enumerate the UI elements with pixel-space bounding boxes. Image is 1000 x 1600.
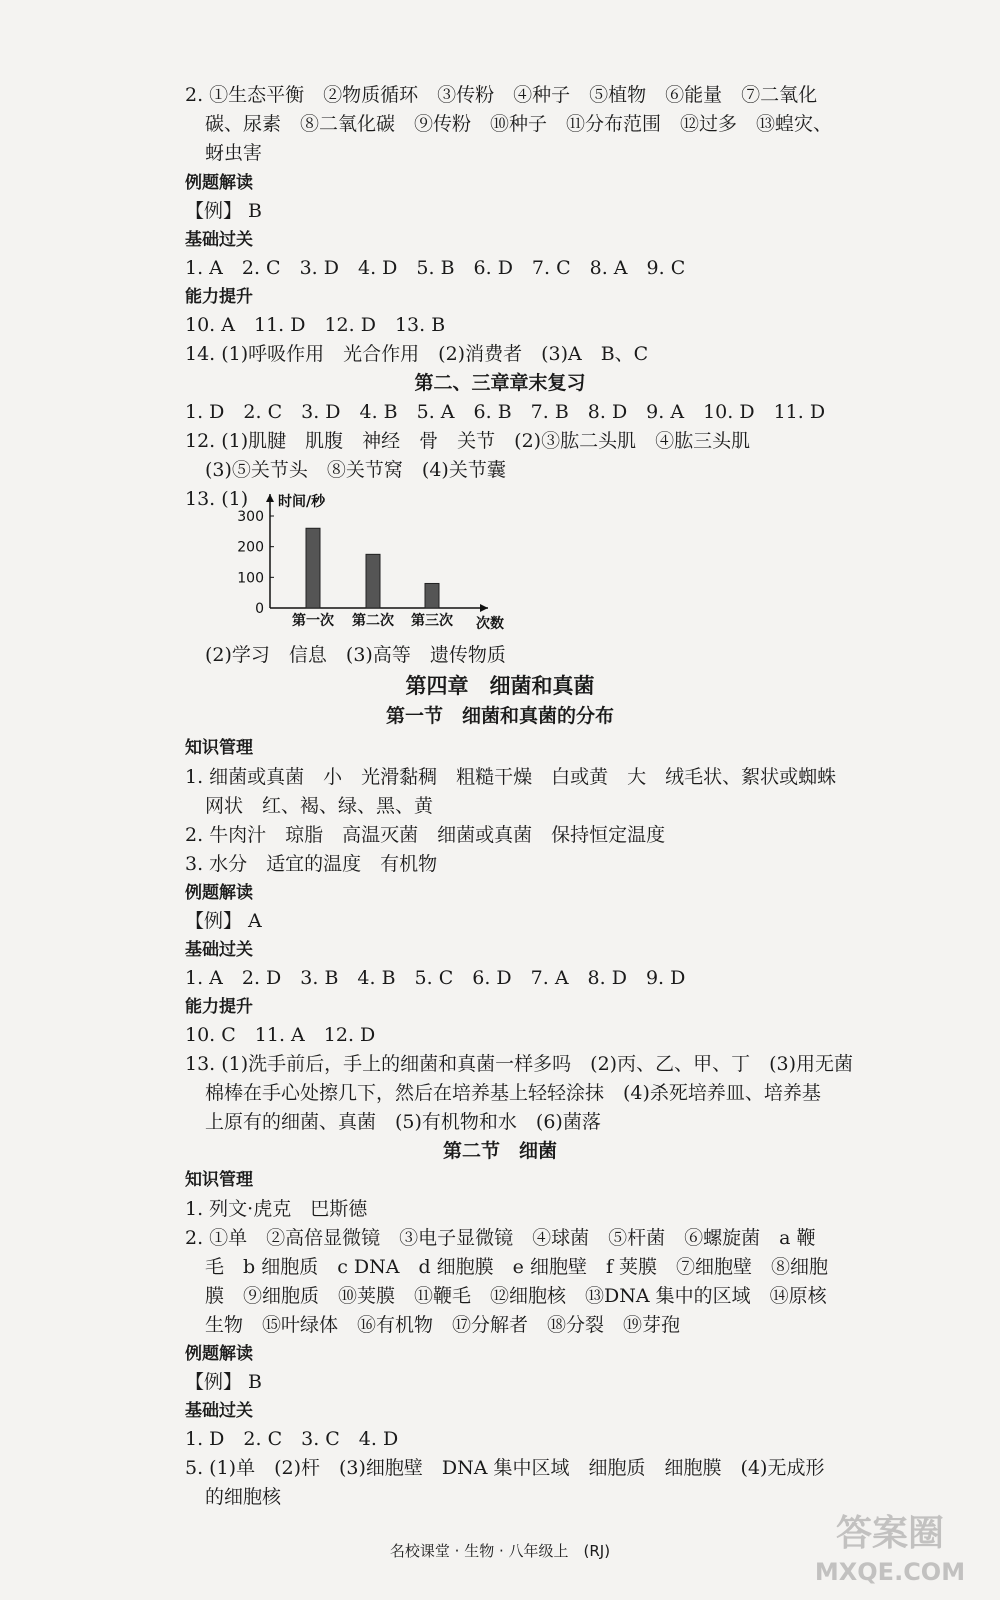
- text-line: 蚜虫害: [205, 142, 263, 164]
- example-answer: 【例】 B: [185, 200, 263, 222]
- watermark-url: MXQE.COM: [814, 1558, 966, 1586]
- answer-line: 毛 b 细胞质 c DNA d 细胞膜 e 细胞壁 f 荚膜 ⑦细胞壁 ⑧细胞: [205, 1256, 829, 1278]
- text-line: 碳、尿素 ⑧二氧化碳 ⑨传粉 ⑩种子 ⑪分布范围 ⑫过多 ⑬蝗灾、: [205, 113, 833, 135]
- answer-line: 1. A 2. D 3. B 4. B 5. C 6. D 7. A 8. D 9. D: [185, 967, 686, 989]
- section-title: 第二节 细菌: [442, 1140, 557, 1162]
- answer-line: 的细胞核: [205, 1486, 282, 1508]
- text-line: 2. ①生态平衡 ②物质循环 ③传粉 ④种子 ⑤植物 ⑥能量 ⑦二氧化: [185, 84, 818, 106]
- section-label: 知识管理: [185, 738, 253, 758]
- y-axis-arrow: [266, 494, 274, 502]
- answer-line: 3. 水分 适宜的温度 有机物: [185, 853, 438, 875]
- answer-line: 13. (1)洗手前后，手上的细菌和真菌一样多吗 (2)丙、乙、甲、丁 (3)用无菌: [185, 1053, 853, 1075]
- bar: [366, 554, 380, 608]
- answer-line: 10. A 11. D 12. D 13. B: [185, 314, 446, 336]
- answer-line: 14. (1)呼吸作用 光合作用 (2)消费者 (3)A B、C: [185, 343, 649, 365]
- y-tick-label: 200: [237, 539, 264, 556]
- example-answer: 【例】 A: [185, 910, 262, 932]
- y-tick-label: 100: [237, 570, 264, 587]
- section-label: 例题解读: [185, 173, 253, 193]
- answer-line: 上原有的细菌、真菌 (5)有机物和水 (6)菌落: [205, 1111, 601, 1133]
- section-title: 第一节 细菌和真菌的分布: [385, 705, 614, 727]
- answer-line: (3)⑤关节头 ⑧关节窝 (4)关节囊: [205, 459, 506, 481]
- answer-line: 2. ①单 ②高倍显微镜 ③电子显微镜 ④球菌 ⑤杆菌 ⑥螺旋菌 a 鞭: [185, 1227, 816, 1249]
- answer-line: 1. 列文·虎克 巴斯德: [185, 1198, 368, 1220]
- section-title: 第二、三章章末复习: [414, 372, 586, 394]
- answer-line: 生物 ⑮叶绿体 ⑯有机物 ⑰分解者 ⑱分裂 ⑲芽孢: [205, 1314, 681, 1336]
- page-footer: 名校课堂 · 生物 · 八年级上 (RJ): [389, 1542, 611, 1560]
- chapter-title: 第四章 细菌和真菌: [405, 674, 595, 698]
- answer-line: 5. (1)单 (2)杆 (3)细胞壁 DNA 集中区域 细胞质 细胞膜 (4)无成形: [185, 1457, 825, 1479]
- watermark-logo: [805, 1500, 975, 1590]
- answer-line: 2. 牛肉汁 琼脂 高温灭菌 细菌或真菌 保持恒定温度: [185, 824, 666, 846]
- section-label: 基础过关: [185, 230, 253, 250]
- bar: [425, 583, 439, 608]
- answer-line: 1. D 2. C 3. D 4. B 5. A 6. B 7. B 8. D 9. A 10. D 11. D: [185, 401, 826, 423]
- answer-line: 1. 细菌或真菌 小 光滑黏稠 粗糙干燥 白或黄 大 绒毛状、絮状或蜘蛛: [185, 766, 837, 788]
- bar: [306, 528, 320, 608]
- y-axis-label: 时间/秒: [278, 494, 326, 510]
- answer-line: (2)学习 信息 (3)高等 遗传物质: [205, 644, 506, 666]
- answer-line: 网状 红、褐、绿、黑、黄: [205, 795, 434, 817]
- bar-chart: [230, 486, 520, 636]
- example-answer: 【例】 B: [185, 1371, 263, 1393]
- section-label: 基础过关: [185, 940, 253, 960]
- watermark-title: 答案圈: [835, 1513, 945, 1554]
- answer-line: 13. (1): [185, 488, 249, 510]
- x-axis-arrow: [480, 604, 488, 612]
- section-label: 例题解读: [185, 883, 253, 903]
- x-tick-label: 第三次: [411, 613, 453, 629]
- answer-line: 1. D 2. C 3. C 4. D: [185, 1428, 399, 1450]
- x-axis-label: 次数: [476, 616, 504, 632]
- answer-line: 12. (1)肌腱 肌腹 神经 骨 关节 (2)③肱二头肌 ④肱三头肌: [185, 430, 751, 452]
- x-tick-label: 第二次: [352, 613, 394, 629]
- y-tick-label: 0: [255, 601, 264, 617]
- answer-line: 10. C 11. A 12. D: [185, 1024, 376, 1046]
- section-label: 能力提升: [185, 997, 253, 1017]
- answer-line: 膜 ⑨细胞质 ⑩荚膜 ⑪鞭毛 ⑫细胞核 ⑬DNA 集中的区域 ⑭原核: [205, 1285, 827, 1307]
- answer-line: 棉棒在手心处擦几下，然后在培养基上轻轻涂抹 (4)杀死培养皿、培养基: [205, 1082, 821, 1104]
- section-label: 知识管理: [185, 1170, 253, 1190]
- section-label: 基础过关: [185, 1401, 253, 1421]
- y-tick-label: 300: [237, 509, 264, 525]
- x-tick-label: 第一次: [292, 613, 334, 629]
- section-label: 能力提升: [185, 287, 253, 307]
- answer-line: 1. A 2. C 3. D 4. D 5. B 6. D 7. C 8. A 9. C: [185, 257, 686, 279]
- section-label: 例题解读: [185, 1344, 253, 1364]
